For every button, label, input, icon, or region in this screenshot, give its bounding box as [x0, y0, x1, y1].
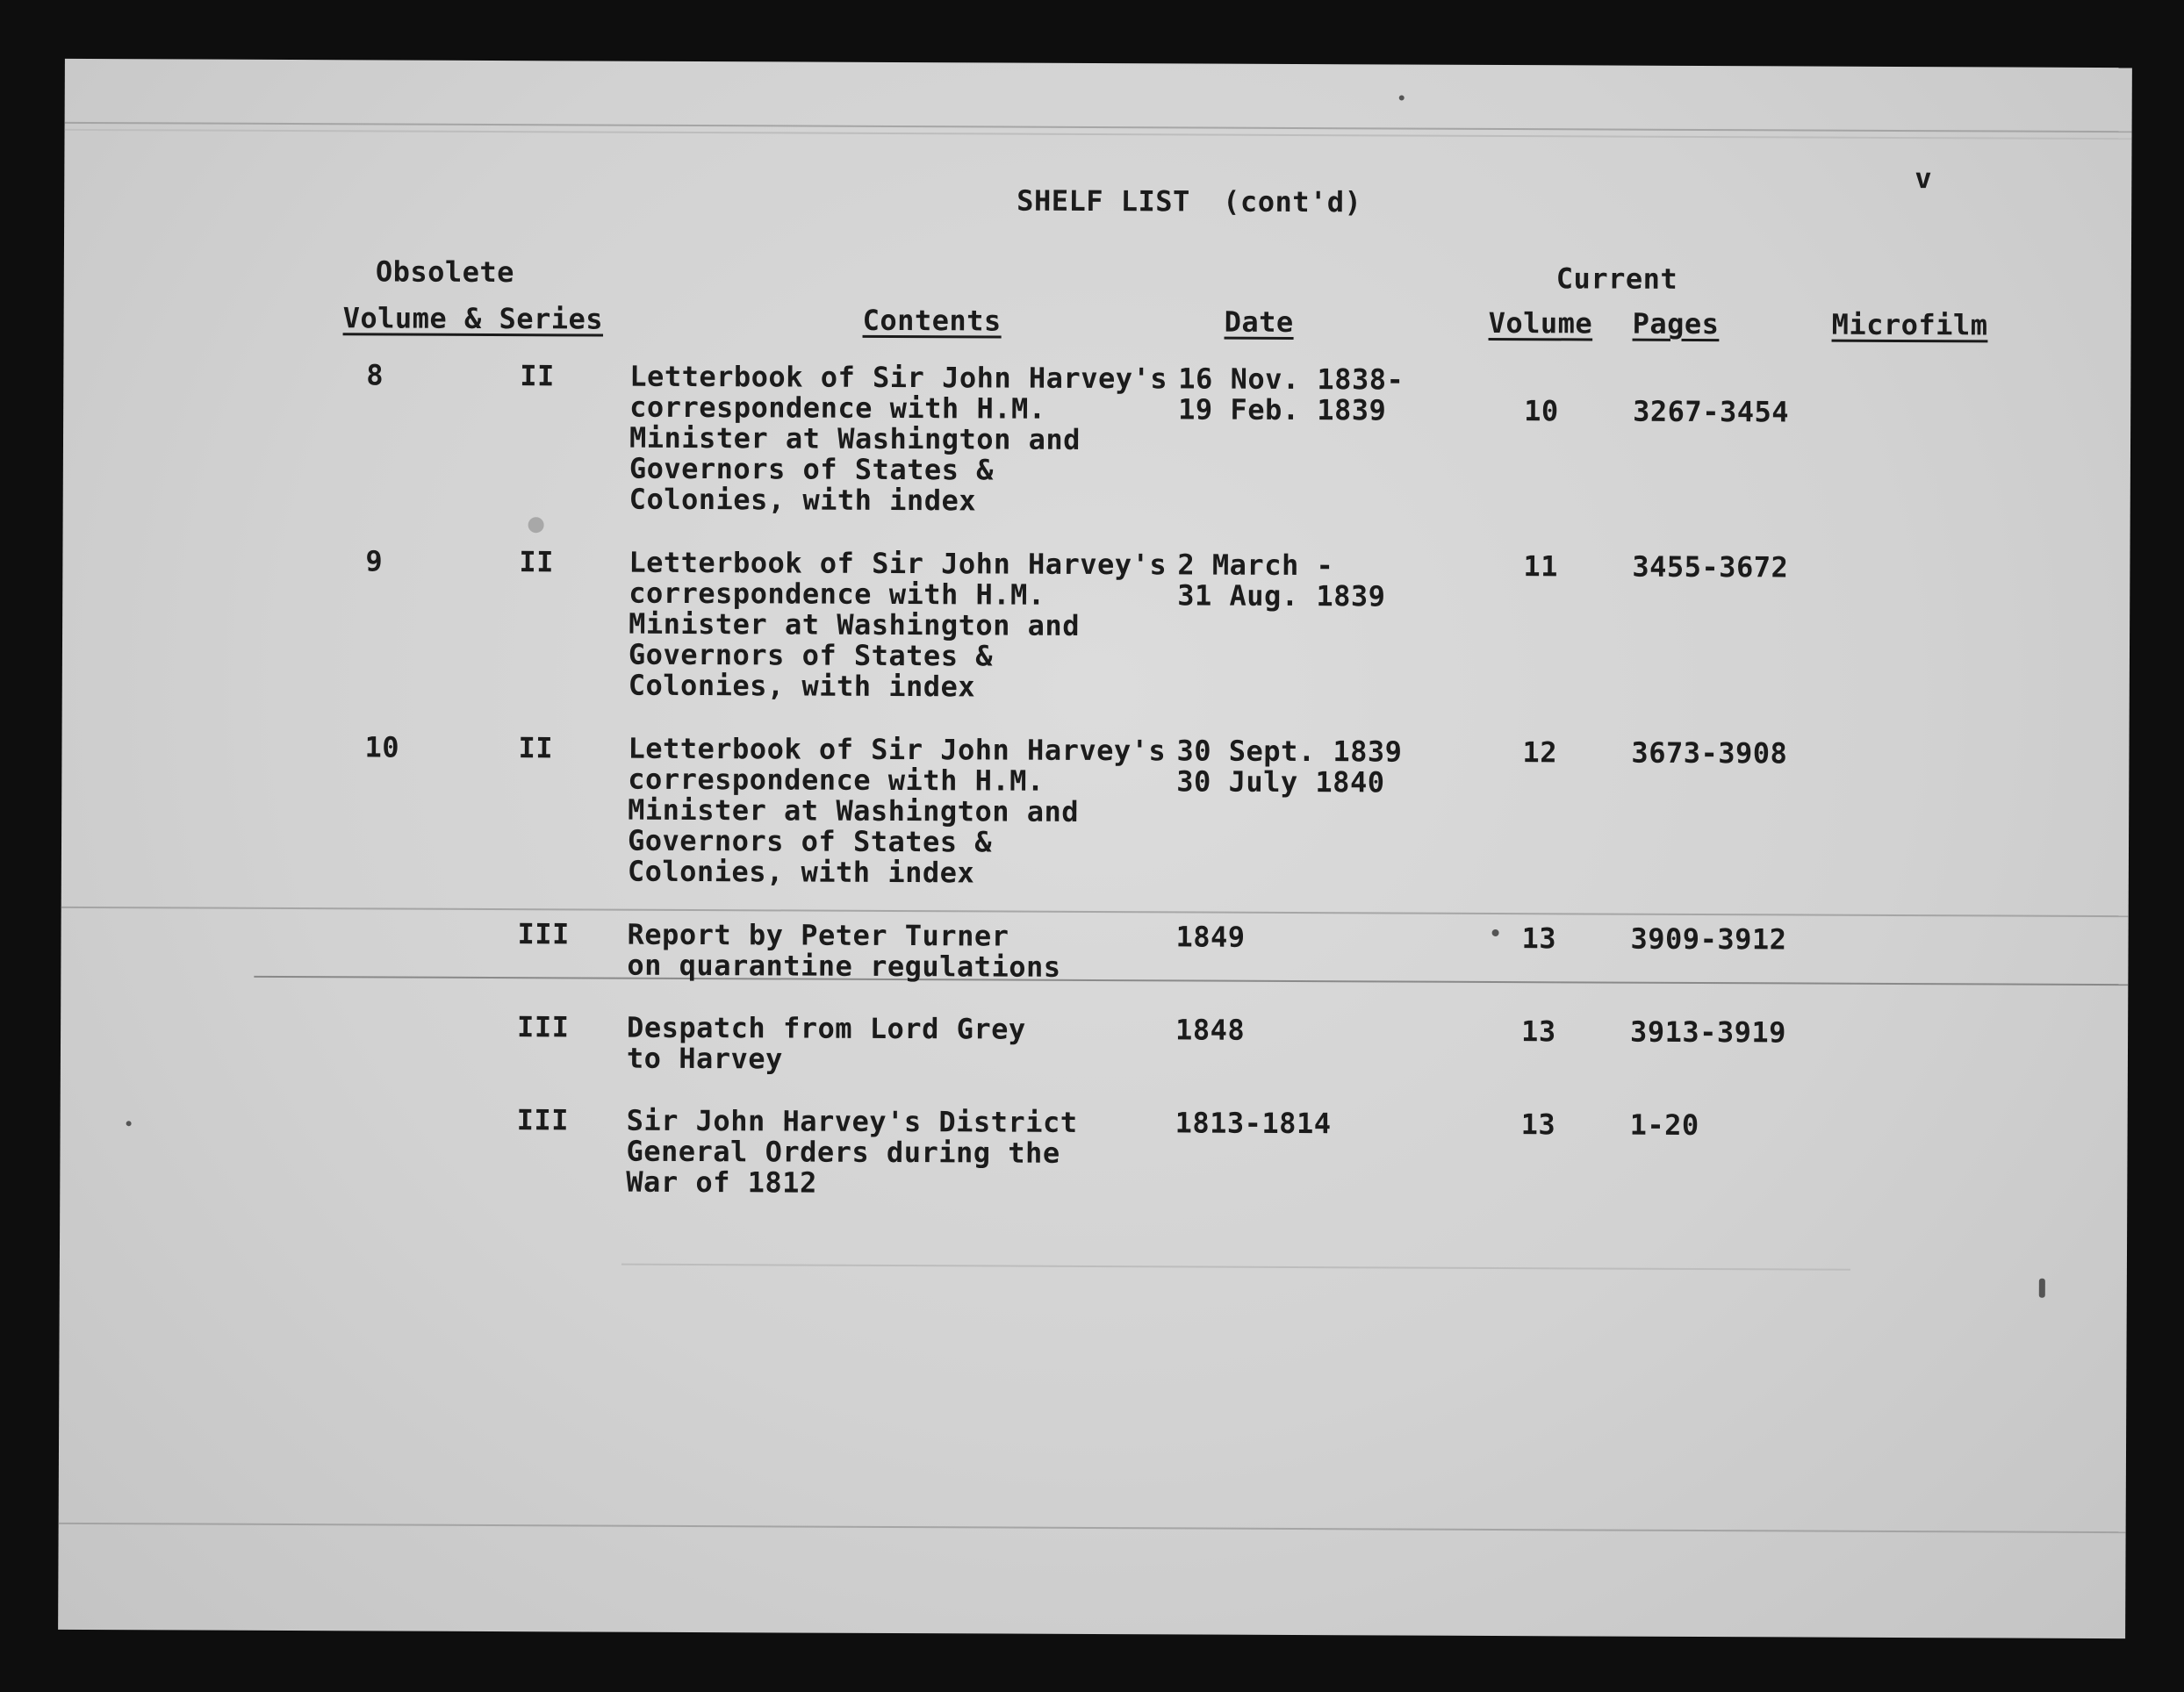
row-4-contents: Report by Peter Turner on quarantine regulations: [627, 917, 1061, 984]
row-6-series: III: [516, 1103, 570, 1137]
scan-rule-mid: [61, 907, 2129, 917]
page-mark: v: [1915, 161, 1933, 196]
row-6-date: 1813-1814: [1175, 1106, 1332, 1141]
row-3-series: II: [518, 731, 554, 765]
row-5-contents: Despatch from Lord Grey to Harvey: [626, 1010, 1026, 1076]
row-2-series: II: [519, 545, 555, 579]
col-date: Date: [1224, 305, 1294, 339]
obsolete-label: Obsolete: [375, 255, 515, 290]
row-2-obs-volume: 9: [365, 544, 384, 578]
current-label: Current: [1555, 262, 1678, 296]
film-speck: [1399, 96, 1405, 101]
row-2-pages: 3455-3672: [1632, 549, 1789, 584]
row-4-date: 1849: [1175, 920, 1246, 954]
document-sheet: [58, 59, 2132, 1638]
row-5-pages: 3913-3919: [1630, 1014, 1787, 1050]
page-title: SHELF LIST: [1017, 183, 1190, 219]
film-speck: [528, 517, 544, 533]
row-1-series: II: [520, 359, 555, 393]
row-5-cur-volume: 13: [1521, 1014, 1556, 1049]
row-5-date: 1848: [1175, 1013, 1246, 1047]
row-3-date: 30 Sept. 1839 30 July 1840: [1176, 734, 1403, 799]
row-3-pages: 3673-3908: [1631, 735, 1788, 771]
row-6-contents: Sir John Harvey's District General Orders during the War of 1812: [626, 1103, 1078, 1200]
row-3-obs-volume: 10: [364, 730, 400, 764]
row-2-cur-volume: 11: [1523, 549, 1559, 584]
row-1-contents: Letterbook of Sir John Harvey's correspondence with H.M. Minister at Washington and Governors of States & Colonies, with index: [629, 359, 1168, 518]
row-2-contents: Letterbook of Sir John Harvey's correspondence with H.M. Minister at Washington and Governors of States & Colonies, with index: [628, 545, 1167, 704]
row-1-date: 16 Nov. 1838- 19 Feb. 1839: [1178, 362, 1405, 427]
page-title-suffix: (cont'd): [1223, 184, 1362, 219]
row-3-cur-volume: 12: [1522, 735, 1558, 770]
row-4-series: III: [517, 917, 570, 951]
col-contents: Contents: [862, 303, 1002, 338]
row-5-series: III: [517, 1010, 570, 1044]
row-4-cur-volume: 13: [1521, 921, 1557, 956]
film-speck: [1492, 929, 1499, 936]
col-microfilm: Microfilm: [1831, 307, 1988, 342]
film-speck: [126, 1121, 132, 1126]
row-1-obs-volume: 8: [366, 358, 384, 392]
row-3-contents: Letterbook of Sir John Harvey's correspondence with H.M. Minister at Washington and Governors of States & Colonies, with index: [627, 731, 1167, 890]
col-pages: Pages: [1632, 306, 1720, 341]
scan-rule-bottom: [59, 1523, 2126, 1533]
scan-rule-faint-bottom: [621, 1264, 1850, 1271]
col-volume-series: Volume & Series: [342, 301, 604, 336]
scan-rule-lower: [254, 976, 2128, 986]
row-1-cur-volume: 10: [1524, 394, 1559, 428]
film-speck: [2039, 1279, 2045, 1298]
row-1-pages: 3267-3454: [1633, 394, 1790, 429]
row-4-pages: 3909-3912: [1630, 921, 1787, 957]
col-volume: Volume: [1488, 305, 1593, 341]
row-2-date: 2 March - 31 Aug. 1839: [1177, 548, 1386, 613]
row-6-cur-volume: 13: [1520, 1108, 1556, 1142]
row-6-pages: 1-20: [1629, 1108, 1699, 1143]
